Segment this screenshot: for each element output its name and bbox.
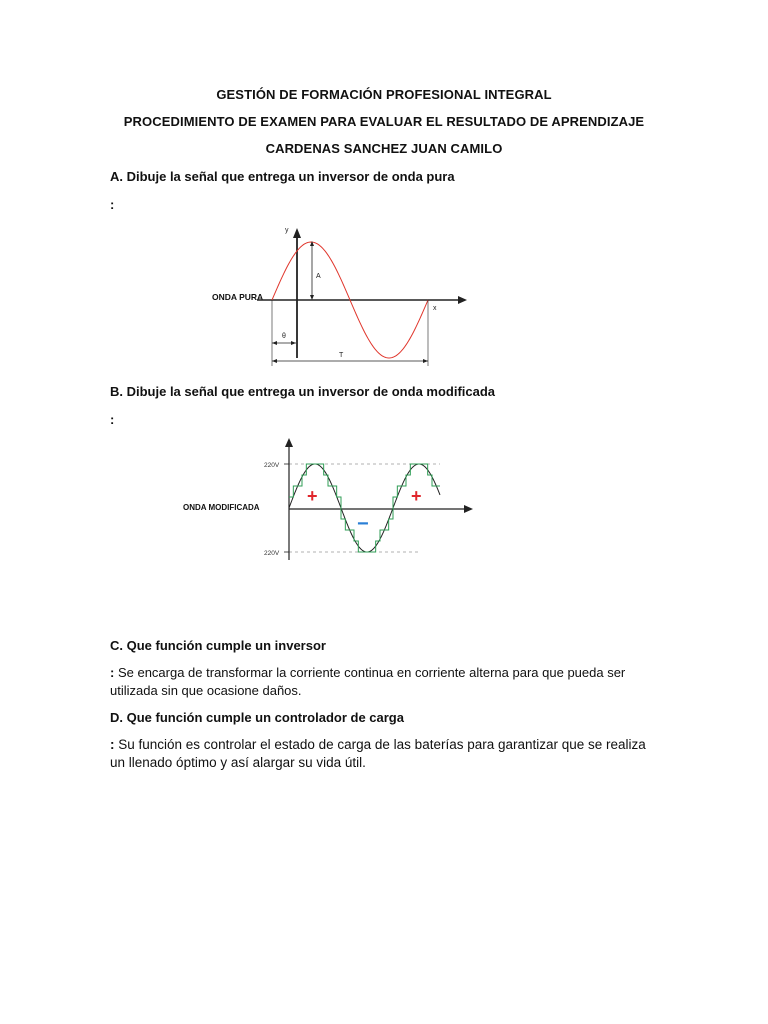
x-axis-arrow [458,296,467,304]
header-subtitle: PROCEDIMIENTO DE EXAMEN PARA EVALUAR EL RESULTADO DE APRENDIZAJE [123,114,645,129]
period-label: T [339,352,344,359]
question-a: A. Dibuje la señal que entrega un inversor de onda pura [110,169,455,184]
modified-wave-label: ONDA MODIFICADA [183,503,260,512]
time-axis-arrow [464,505,473,513]
answer-c [110,664,650,700]
answer-d-text: Su función es controlar el estado de carga de las baterías para garantizar que se realiza un llenado óptimo y así alargar su vida útil. [110,737,646,770]
question-d: D. Que función cumple un controlador de carga [110,710,404,725]
top-voltage-label: 220V [264,462,280,469]
pure-wave-label: ONDA PURA [212,292,264,302]
question-b: B. Dibuje la señal que entrega un inversor de onda modificada [110,384,496,399]
y-axis-arrow [293,228,301,238]
modified-wave-figure [178,432,478,567]
answer-c-lead: : [110,665,115,680]
header-title: GESTIÓN DE FORMACIÓN PROFESIONAL INTEGRAL [216,87,552,102]
voltage-axis-arrow [285,438,293,447]
amplitude-arrow-bottom [310,295,314,300]
answer-d [110,736,650,772]
y-axis-label: y [285,227,289,234]
negative-sign: − [357,513,369,535]
answer-b-colon: : [110,412,115,427]
positive-sign-2: + [411,486,422,506]
answer-d-lead: : [110,737,115,752]
reference-sine-wave [289,464,440,552]
period-arrow-left [272,359,277,363]
x-axis-label: x [433,305,437,312]
positive-sign-1: + [307,486,318,506]
answer-a-colon: : [110,197,115,212]
author-name: CARDENAS SANCHEZ JUAN CAMILO [265,141,503,156]
phase-arrow-left [272,341,277,345]
pure-wave-figure [205,218,480,368]
phase-label: θ [282,333,286,340]
period-arrow-right [423,359,428,363]
answer-c-text: Se encarga de transformar la corriente continua en corriente alterna para que pueda ser utilizada sin que ocasione daños. [110,665,626,698]
stepped-wave [289,464,440,552]
phase-arrow-right [291,341,296,345]
bottom-voltage-label: 220V [264,550,280,557]
question-c: C. Que función cumple un inversor [110,638,326,653]
amplitude-label: A [316,273,321,280]
